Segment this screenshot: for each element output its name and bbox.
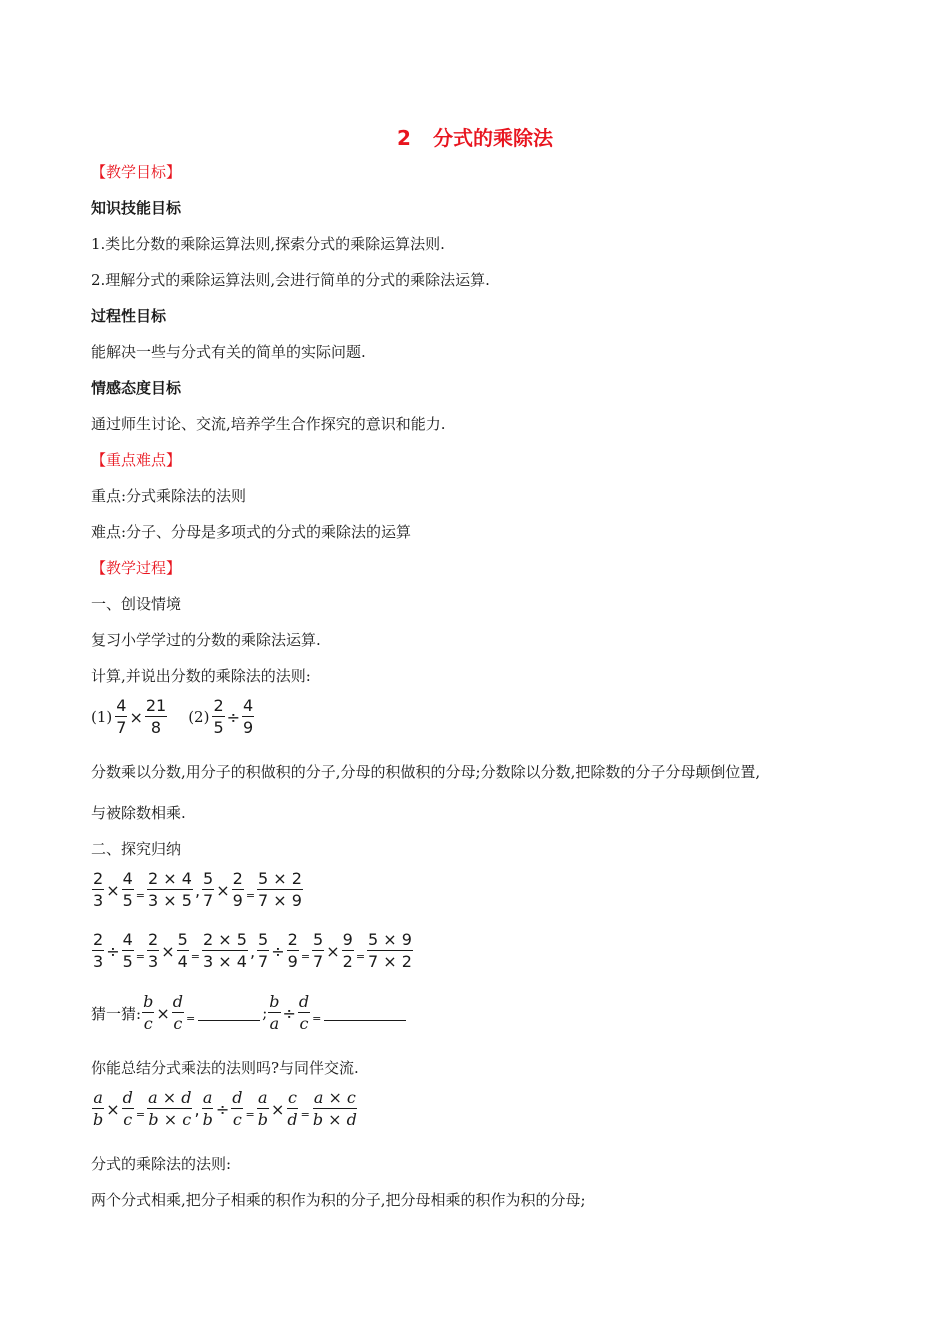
answer-blank (324, 1006, 406, 1021)
comma: , (194, 1099, 200, 1119)
fraction: $\frac{5 \times 9}{7 \times 2}$ (368, 930, 412, 971)
answer-blank (198, 1006, 260, 1021)
times-sign: × (270, 1099, 285, 1119)
equals-sign: = (135, 949, 145, 963)
division-examples (91, 932, 414, 970)
section-objectives: 【教学目标】 (91, 163, 182, 181)
section-key-points: 【重点难点】 (91, 451, 182, 469)
title-number: 2 (397, 126, 411, 150)
process-item-1: 能解决一些与分式有关的简单的实际问题. (91, 343, 366, 361)
fraction: $\frac{2}{9}$ (232, 869, 243, 910)
fraction: $\frac{5}{7}$ (258, 930, 269, 971)
times-sign: × (161, 941, 175, 961)
fraction: $\frac{c}{d}$ (287, 1088, 298, 1129)
comma: , (249, 941, 256, 961)
divide-sign: ÷ (215, 1099, 230, 1119)
title-text: 分式的乘除法 (432, 126, 553, 150)
example-label-1: (1) (91, 708, 113, 726)
fraction: $\frac{a}{b}$ (202, 1088, 213, 1129)
fraction: $\frac{a \times d}{b \times c}$ (148, 1088, 192, 1129)
times-sign: × (129, 707, 143, 727)
fraction: $\frac{2}{3}$ (148, 930, 159, 971)
equals-sign: = (185, 1011, 196, 1025)
equals-sign: = (245, 1107, 255, 1121)
fraction: $\frac{9}{2}$ (342, 930, 353, 971)
summary-question: 你能总结分式乘法的法则吗?与同伴交流. (91, 1059, 359, 1077)
difficult-point: 难点:分子、分母是多项式的分式的乘除法的运算 (91, 523, 412, 541)
rule-text-line-1: 分数乘以分数,用分子的积做积的分子,分母的积做积的分母;分数除以分数,把除数的分子分母颠倒位置, (91, 763, 761, 781)
fraction: $\frac{4}{5}$ (122, 869, 133, 910)
rule-heading: 分式的乘除法的法则: (91, 1155, 232, 1173)
step2-heading: 二、探究归纳 (91, 840, 182, 858)
fraction: $\frac{4}{5}$ (122, 930, 133, 971)
equals-sign: = (355, 949, 366, 963)
equals-sign: = (135, 888, 145, 902)
times-sign: × (106, 1099, 120, 1119)
times-sign: × (106, 880, 120, 900)
times-sign: × (216, 880, 230, 900)
fraction: $\frac{2}{3}$ (93, 930, 104, 971)
equals-sign: = (135, 1107, 146, 1121)
fraction: $\frac{5}{4}$ (177, 930, 188, 971)
fraction: $\frac{b}{a}$ (269, 992, 280, 1033)
guess-row (91, 994, 408, 1032)
emotion-item-1: 通过师生讨论、交流,培养学生合作探究的意识和能力. (91, 415, 446, 433)
equals-sign: = (300, 949, 311, 963)
divide-sign: ÷ (282, 1003, 296, 1023)
fraction: $\frac{d}{c}$ (232, 1088, 243, 1129)
divide-sign: ÷ (226, 707, 241, 727)
knowledge-heading: 知识技能目标 (91, 199, 182, 217)
fraction: $\frac{b}{c}$ (143, 992, 154, 1033)
guess-label: 猜一猜: (91, 1004, 142, 1023)
fraction: $\frac{5}{7}$ (313, 930, 324, 971)
divide-sign: ÷ (271, 941, 285, 961)
fraction: $\frac{2}{9}$ (287, 930, 298, 971)
fraction: $\frac{4}{9}$ (243, 696, 254, 737)
example-row (91, 698, 255, 736)
fraction: $\frac{2 \times 4}{3 \times 5}$ (148, 869, 192, 910)
fraction: $\frac{2}{3}$ (93, 869, 104, 910)
fraction: $\frac{2 \times 5}{3 \times 4}$ (203, 930, 247, 971)
fraction: $\frac{a}{b}$ (257, 1088, 268, 1129)
fraction: $\frac{5}{7}$ (203, 869, 214, 910)
fraction: $\frac{2}{5}$ (213, 696, 224, 737)
fraction: $\frac{a}{b}$ (93, 1088, 104, 1129)
knowledge-item-1: 1.类比分数的乘除运算法则,探索分式的乘除运算法则. (91, 235, 445, 253)
knowledge-item-2: 2.理解分式的乘除运算法则,会进行简单的分式的乘除法运算. (91, 271, 490, 289)
fraction: $\frac{d}{c}$ (172, 992, 183, 1033)
example-label-2: (2) (188, 708, 210, 726)
times-sign: × (326, 941, 340, 961)
divide-sign: ÷ (106, 941, 120, 961)
fraction: $\frac{d}{c}$ (122, 1088, 133, 1129)
rule-formula (91, 1090, 359, 1128)
key-point: 重点:分式乘除法的法则 (91, 487, 247, 505)
fraction: $\frac{d}{c}$ (298, 992, 310, 1033)
emotion-heading: 情感态度目标 (91, 379, 182, 397)
fraction: $\frac{4}{7}$ (116, 696, 127, 737)
fraction: $\frac{5 \times 2}{7 \times 9}$ (258, 869, 302, 910)
comma: , (194, 880, 201, 900)
step1-heading: 一、创设情境 (91, 595, 182, 613)
section-teaching-process: 【教学过程】 (91, 559, 182, 577)
equals-sign: = (245, 888, 256, 902)
fraction: $\frac{a \times c}{b \times d}$ (312, 1088, 357, 1129)
fraction: $\frac{21}{8}$ (145, 696, 167, 737)
equals-sign: = (312, 1011, 322, 1025)
equals-sign: = (300, 1107, 310, 1121)
rule-text-line-2: 与被除数相乘. (91, 804, 186, 822)
rule-multiplication: 两个分式相乘,把分子相乘的积作为积的分子,把分母相乘的积作为积的分母; (91, 1191, 586, 1209)
times-sign: × (156, 1003, 170, 1023)
step1-task: 计算,并说出分数的乘除法的法则: (91, 667, 311, 685)
multiplication-examples (91, 871, 304, 909)
process-heading: 过程性目标 (91, 307, 167, 325)
equals-sign: = (190, 949, 200, 963)
step1-review: 复习小学学过的分数的乘除法运算. (91, 631, 321, 649)
page-title (0, 122, 950, 151)
separator: ; (262, 1004, 268, 1022)
